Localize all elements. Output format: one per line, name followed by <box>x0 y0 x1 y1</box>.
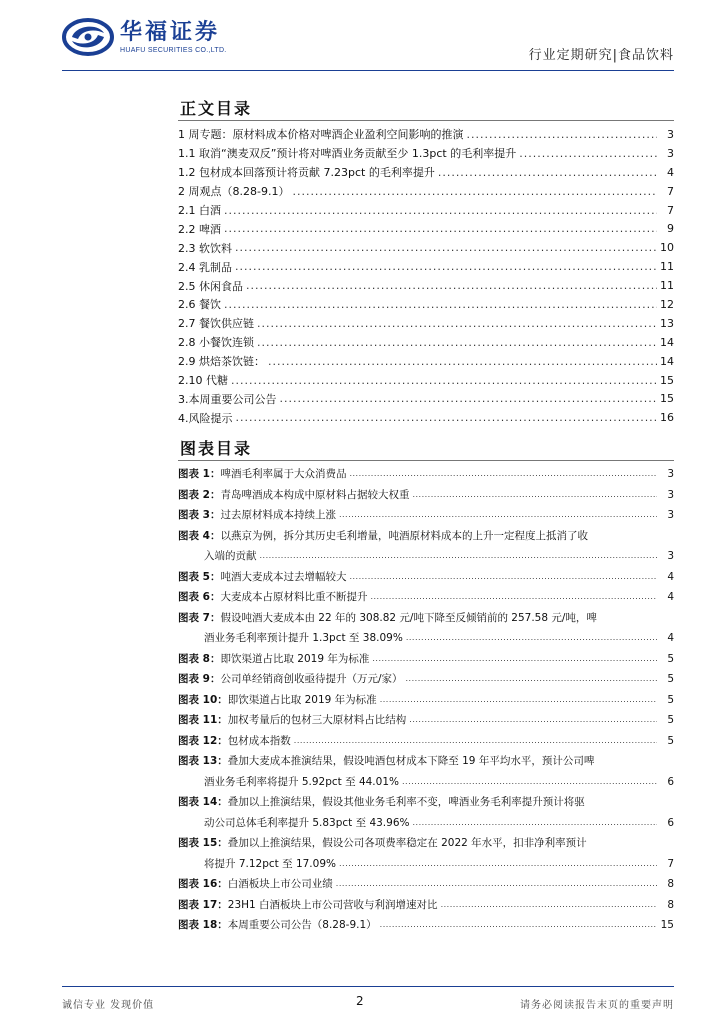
logo-en-text: HUAFU SECURITIES CO.,LTD. <box>120 47 227 54</box>
logo-cn-text: 华福证券 <box>120 20 221 45</box>
figure-leader-dots <box>349 464 657 485</box>
toc-entry-title: 2.10 代糖 <box>178 374 228 388</box>
figure-label: 图表 17： <box>178 898 228 911</box>
figure-page: 5 <box>667 693 674 706</box>
figure-entry[interactable] <box>178 915 674 936</box>
toc-title: 正文目录 <box>180 99 253 118</box>
toc-entry[interactable] <box>178 314 674 333</box>
figure-entry[interactable] <box>178 608 674 649</box>
toc-entry-title: 1 周专题：原材料成本价格对啤酒企业盈利空间影响的推演 <box>178 128 464 142</box>
toc-entry-title: 2.2 啤酒 <box>178 222 221 236</box>
toc-entry-page: 7 <box>667 203 674 217</box>
figure-leader-dots <box>339 854 657 875</box>
figures-title: 图表目录 <box>180 439 253 458</box>
figure-entry[interactable] <box>178 464 674 485</box>
figure-page: 8 <box>667 878 674 890</box>
figure-leader-dots <box>412 485 657 506</box>
figure-page: 4 <box>667 591 674 603</box>
toc-leader-dots <box>231 374 657 387</box>
toc-leader-dots <box>519 147 657 160</box>
figure-leader-dots <box>409 710 657 731</box>
list-of-figures <box>178 464 674 936</box>
toc-leader-dots <box>224 298 657 311</box>
figure-entry[interactable] <box>178 895 674 916</box>
toc-entry-title: 3.本周重要公司公告 <box>178 392 277 406</box>
toc-entry-page: 3 <box>667 127 674 141</box>
figure-caption-line: 大麦成本占原材料比重不断提升 <box>220 591 368 603</box>
figure-label: 图表 2： <box>178 488 221 501</box>
figure-caption-line: 青岛啤酒成本构成中原材料占据较大权重 <box>220 488 410 501</box>
figure-entry[interactable] <box>178 567 674 588</box>
figure-page: 4 <box>667 632 674 644</box>
toc-entry-title: 2.7 餐饮供应链 <box>178 317 254 331</box>
footer-disclaimer: 请务必阅读报告末页的重要声明 <box>520 1000 674 1011</box>
figure-caption-line: 叠加以上推演结果，假设公司各项费率稳定在 2022 年水平，扣非净利率预计 <box>227 837 587 849</box>
toc-entry[interactable] <box>178 144 674 163</box>
figure-page: 4 <box>667 570 674 583</box>
toc-leader-dots <box>236 411 658 424</box>
figure-leader-dots <box>412 813 657 834</box>
figure-page: 5 <box>667 714 674 726</box>
figure-caption-line: 即饮渠道占比取 2019 年为标准 <box>220 652 370 665</box>
figure-label: 图表 8： <box>178 652 221 665</box>
toc-title-divider <box>178 120 674 121</box>
figure-page: 8 <box>667 898 674 911</box>
toc-entry-title: 4.风险提示 <box>178 411 233 425</box>
figure-label: 图表 4： <box>178 529 221 542</box>
figure-page: 5 <box>667 652 674 665</box>
figure-leader-dots <box>349 567 657 588</box>
figure-entry[interactable] <box>178 526 674 567</box>
figure-entry[interactable] <box>178 669 674 690</box>
figure-caption-line: 酒业务毛利率预计提升 1.3pct 至 38.09% <box>204 632 403 644</box>
toc-entry-page: 15 <box>660 373 674 387</box>
figure-caption-line: 将提升 7.12pct 至 17.09% <box>204 857 336 870</box>
toc-entry-page: 16 <box>660 411 674 425</box>
figure-caption-line: 加权考量后的包材三大原材料占比结构 <box>227 714 407 726</box>
figure-entry[interactable] <box>178 751 674 792</box>
toc-entry-title: 1.2 包材成本回落预计将贡献 7.23pct 的毛利率提升 <box>178 166 435 180</box>
toc-entry[interactable] <box>178 219 674 238</box>
figure-entry[interactable] <box>178 731 674 752</box>
figure-leader-dots <box>370 587 657 608</box>
toc-entry-title: 2.8 小餐饮连锁 <box>178 336 254 350</box>
toc-entry-title: 2.1 白酒 <box>178 204 221 217</box>
huafu-logo-icon <box>62 17 114 57</box>
figure-entry[interactable] <box>178 485 674 506</box>
figure-leader-dots <box>260 546 658 567</box>
figure-caption-line: 白酒板块上市公司业绩 <box>227 878 333 890</box>
figure-caption-line: 酒业务毛利率将提升 5.92pct 至 44.01% <box>204 775 399 788</box>
figure-entry[interactable] <box>178 792 674 833</box>
figure-caption-line: 本周重要公司公告（8.28-9.1） <box>227 919 377 931</box>
toc-entry[interactable] <box>178 125 674 144</box>
footer-slogan: 诚信专业 发现价值 <box>62 1000 155 1011</box>
figure-page: 3 <box>667 550 674 562</box>
figure-leader-dots <box>380 915 657 936</box>
figure-caption-line: 动公司总体毛利率提升 5.83pct 至 43.96% <box>204 816 410 829</box>
table-of-contents <box>178 125 674 427</box>
figure-caption-line: 叠加以上推演结果，假设其他业务毛利率不变，啤酒业务毛利率提升预计将驱 <box>227 796 585 808</box>
figure-leader-dots <box>339 505 657 526</box>
figure-page: 3 <box>667 488 674 501</box>
figure-leader-dots <box>372 649 657 670</box>
header-divider <box>62 70 674 71</box>
figure-label: 图表 13： <box>178 755 228 767</box>
toc-entry-title: 1.1 取消“澳麦双反”预计将对啤酒业务贡献至少 1.3pct 的毛利率提升 <box>178 147 517 161</box>
toc-leader-dots <box>280 392 658 405</box>
toc-entry-title: 2.6 餐饮 <box>178 298 221 312</box>
figure-leader-dots <box>336 874 657 895</box>
toc-entry[interactable] <box>178 333 674 352</box>
toc-leader-dots <box>292 185 657 198</box>
figure-page: 5 <box>667 734 674 747</box>
figure-label: 图表 14： <box>178 796 228 808</box>
toc-leader-dots <box>268 355 657 368</box>
figure-entry[interactable] <box>178 505 674 526</box>
figure-label: 图表 10： <box>178 693 228 706</box>
toc-entry[interactable] <box>178 257 674 276</box>
toc-entry-title: 2.3 软饮料 <box>178 241 232 255</box>
toc-entry-page: 3 <box>667 146 674 160</box>
figure-caption-line: 过去原材料成本持续上涨 <box>220 509 336 521</box>
toc-leader-dots <box>257 317 657 330</box>
toc-leader-dots <box>235 260 657 273</box>
toc-leader-dots <box>467 128 658 141</box>
figure-caption-line: 包材成本指数 <box>227 734 291 747</box>
toc-leader-dots <box>257 336 657 349</box>
figure-entry[interactable] <box>178 874 674 895</box>
page-number: 2 <box>356 994 364 1008</box>
figure-caption-line: 入端的贡献 <box>204 550 257 562</box>
toc-entry-page: 14 <box>660 335 674 349</box>
figure-page: 15 <box>660 919 674 931</box>
toc-entry-page: 15 <box>660 392 674 406</box>
toc-entry-title: 2 周观点（8.28-9.1） <box>178 185 290 199</box>
figure-caption-line: 叠加大麦成本推演结果，假设吨酒包材成本下降至 19 年平均水平，预计公司啤 <box>227 755 595 767</box>
toc-entry-page: 13 <box>660 316 674 330</box>
figure-leader-dots <box>441 895 657 916</box>
company-logo <box>62 14 227 60</box>
footer-divider <box>62 986 674 987</box>
figure-caption-line: 公司单经销商创收亟待提升（万元/家） <box>220 673 403 685</box>
figure-page: 3 <box>667 509 674 521</box>
figure-leader-dots <box>294 731 657 752</box>
figure-label: 图表 18： <box>178 919 228 931</box>
figure-caption-line: 啤酒毛利率属于大众消费品 <box>220 468 347 480</box>
figure-page: 6 <box>667 775 674 788</box>
toc-entry-page: 9 <box>667 222 674 236</box>
figure-label: 图表 9： <box>178 673 221 685</box>
toc-entry[interactable] <box>178 238 674 257</box>
toc-entry[interactable] <box>178 389 674 408</box>
toc-entry[interactable] <box>178 163 674 182</box>
figure-caption-line: 23H1 白酒板块上市公司营收与利润增速对比 <box>227 898 438 911</box>
toc-entry[interactable] <box>178 408 674 427</box>
figure-label: 图表 6： <box>178 591 221 603</box>
toc-entry[interactable] <box>178 371 674 390</box>
figure-entry[interactable] <box>178 690 674 711</box>
figure-entry[interactable] <box>178 587 674 608</box>
figure-page: 3 <box>667 468 674 480</box>
toc-entry-page: 10 <box>660 241 674 255</box>
toc-entry-page: 7 <box>667 184 674 198</box>
toc-entry-page: 4 <box>667 165 674 179</box>
toc-leader-dots <box>235 241 657 254</box>
figure-label: 图表 16： <box>178 878 228 890</box>
figure-label: 图表 1： <box>178 468 221 480</box>
toc-leader-dots <box>224 204 657 217</box>
figure-label: 图表 5： <box>178 570 221 583</box>
toc-entry-page: 14 <box>660 354 674 368</box>
figure-leader-dots <box>406 669 657 690</box>
report-category: 行业定期研究|食品饮料 <box>528 48 674 63</box>
toc-entry-title: 2.9 烘焙茶饮链： <box>178 355 265 369</box>
figure-leader-dots <box>380 690 657 711</box>
toc-entry-title: 2.5 休闲食品 <box>178 279 243 293</box>
toc-entry[interactable] <box>178 295 674 314</box>
figure-label: 图表 7： <box>178 611 221 624</box>
toc-entry-page: 11 <box>660 260 674 274</box>
toc-entry-title: 2.4 乳制品 <box>178 260 232 274</box>
figures-title-divider <box>178 460 674 461</box>
figure-leader-dots <box>402 772 657 793</box>
figure-caption-line: 假设吨酒大麦成本由 22 年的 308.82 元/吨下降至反倾销前的 257.58 元/吨，啤 <box>220 611 597 624</box>
toc-leader-dots <box>224 222 657 235</box>
figure-label: 图表 11： <box>178 714 228 726</box>
figure-caption-line: 以燕京为例，拆分其历史毛利增量，吨酒原材料成本的上升一定程度上抵消了收 <box>220 529 588 542</box>
toc-leader-dots <box>438 166 657 179</box>
toc-entry[interactable] <box>178 201 674 220</box>
figure-page: 5 <box>667 673 674 685</box>
figure-entry[interactable] <box>178 710 674 731</box>
figure-label: 图表 3： <box>178 509 221 521</box>
figure-page: 7 <box>667 857 674 870</box>
figure-entry[interactable] <box>178 833 674 874</box>
toc-entry-page: 11 <box>660 279 674 293</box>
toc-entry[interactable] <box>178 276 674 295</box>
figure-page: 6 <box>667 816 674 829</box>
figure-leader-dots <box>406 628 657 649</box>
figure-label: 图表 12： <box>178 734 228 747</box>
figure-entry[interactable] <box>178 649 674 670</box>
toc-entry-page: 12 <box>660 297 674 311</box>
toc-entry[interactable] <box>178 352 674 371</box>
figure-label: 图表 15： <box>178 837 228 849</box>
figure-caption-line: 吨酒大麦成本过去增幅较大 <box>220 570 347 583</box>
toc-leader-dots <box>246 279 657 292</box>
toc-entry[interactable] <box>178 182 674 201</box>
figure-caption-line: 即饮渠道占比取 2019 年为标准 <box>227 693 377 706</box>
